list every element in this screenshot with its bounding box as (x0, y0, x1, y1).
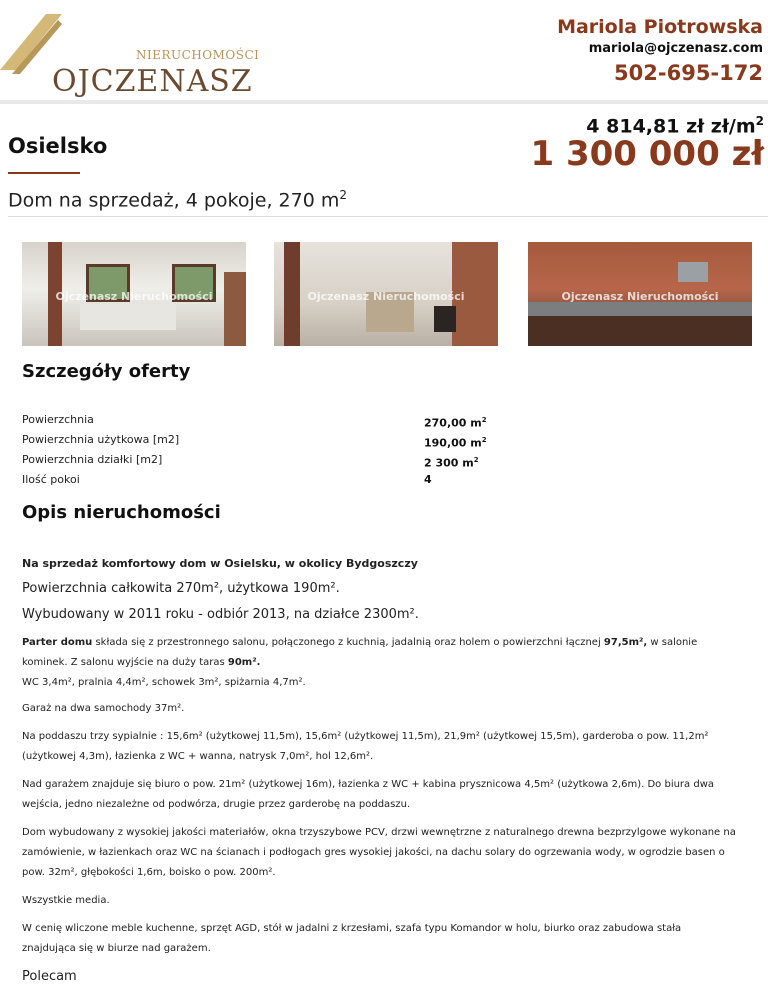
ground-floor-area: 97,5m², (603, 637, 648, 648)
detail-value: 270,00 $m^2$ (424, 416, 487, 430)
description-closing: Polecam (22, 969, 77, 984)
detail-row (22, 430, 752, 450)
agent-email[interactable]: mariola@ojczenasz.com (588, 41, 763, 56)
price-per-m2-value: 4 814,81 zł zł/m (586, 115, 756, 138)
photo-dining-room[interactable] (22, 242, 246, 346)
price-per-m2: 4 814,81 zł $zł/m^2$ (586, 114, 764, 138)
description-office: Nad garażem znajduje się biuro o pow. 21m² (użytkowej 16m), łazienka z WC + kabina prysznicowa 4,5m² (użytkowa 2,6m). Do biura dwa (22, 779, 715, 790)
description-build: Dom wybudowany z wysokiej jakości materiałów, okna trzyszybowe PCV, drzwi wewnętrzne z naturalnego drewna bezprzylgowe wykonane na (22, 827, 736, 838)
listing-price: 1 300 000 zł (530, 134, 764, 174)
description-ground-floor-2 (22, 653, 752, 673)
description-attic-2: (użytkowej 4,3m), łazienka z WC + wanna, natrysk 7,0m², hol 12,6m². (22, 751, 374, 762)
description-ground-floor (22, 633, 752, 653)
city-underline (8, 172, 80, 174)
description-attic: Na poddaszu trzy sypialnie : 15,6m² (użytkowej 11,5m), 15,6m² (użytkowej 11,5m), 21,9m² (użytkowej 15,5m), garderoba o pow. 11,2m² (22, 731, 709, 742)
detail-value-text: 2 300 m (424, 456, 474, 470)
terrace-text: kominek. Z salonu wyjście na duży taras (22, 657, 228, 668)
detail-value-text: 190,00 m (424, 436, 482, 450)
ground-floor-text: składa się z przestronnego salonu, połączonego z kuchnią, jadalnią oraz holem o powierzchni łącznej (92, 637, 604, 648)
description-built: Wybudowany w 2011 roku - odbiór 2013, na działce 2300m². (22, 607, 419, 622)
listing-city: Osielsko (8, 134, 108, 158)
detail-row (22, 450, 752, 470)
description-lead: Na sprzedaż komfortowy dom w Osielsku, w okolicy Bydgoszczy (22, 557, 418, 570)
detail-value: 4 (424, 473, 432, 486)
detail-row (22, 410, 752, 430)
agent-contact (557, 14, 763, 88)
description-included-2: znajdująca się w biurze nad garażem. (22, 943, 211, 954)
detail-row (22, 470, 752, 490)
detail-value: 190,00 $m^2$ (424, 436, 487, 450)
section-divider (8, 216, 768, 217)
photo-gallery (22, 242, 752, 346)
logo-subtitle: NIERUCHOMOŚCI (136, 48, 260, 62)
description-media: Wszystkie media. (22, 895, 110, 906)
description-build-2: zamówienie, w łazienkach oraz WC na ścianach i podłogach gres wysokiej jakości, na dachu solary do ogrzewania wody, w ogrodzie basen o (22, 847, 725, 858)
header-divider (0, 100, 768, 104)
detail-label: Powierzchnia działki [m2] (22, 453, 163, 466)
photo-watermark: Ojczenasz Nieruchomości (55, 290, 213, 303)
listing-headline-text: Dom na sprzedaż, 4 pokoje, 270 m (8, 189, 340, 212)
description-area: Powierzchnia całkowita 270m², użytkowa 190m². (22, 581, 340, 596)
description-body (22, 555, 752, 987)
description-build-3: pow. 32m², głębokości 1,6m, boisko o pow. 200m². (22, 867, 276, 878)
offer-details-title: Szczegóły oferty (22, 361, 191, 382)
description-garage: Garaż na dwa samochody 37m². (22, 703, 185, 714)
logo-title: OJCZENASZ (52, 64, 253, 99)
detail-label: Ilość pokoi (22, 473, 80, 486)
agent-name: Mariola Piotrowska (557, 16, 763, 38)
description-wc: WC 3,4m², pralnia 4,4m², schowek 3m², spiżarnia 4,7m². (22, 677, 306, 688)
description-included: W cenię wliczone meble kuchenne, sprzęt AGD, stół w jadalni z krzesłami, szafa typu Komandor w holu, biurko oraz zabudowa stała (22, 923, 682, 934)
ground-floor-label: Parter domu (22, 637, 93, 648)
photo-kitchen[interactable] (528, 242, 752, 346)
company-logo (0, 14, 260, 99)
photo-watermark: Ojczenasz Nieruchomości (561, 290, 719, 303)
ground-floor-text-2: w salonie (647, 637, 698, 648)
detail-label: Powierzchnia (22, 413, 94, 426)
listing-headline: Dom na sprzedaż, 4 pokoje, 270 $m^2$ (8, 188, 347, 212)
terrace-area: 90m². (227, 657, 261, 668)
photo-watermark: Ojczenasz Nieruchomości (307, 290, 465, 303)
description-office-2: wejścia, jedno niezależne od podwórza, drugie przez garderobę na poddaszu. (22, 799, 411, 810)
offer-details-table (22, 410, 752, 490)
photo-living-room[interactable] (274, 242, 498, 346)
detail-value-text: 270,00 m (424, 416, 482, 430)
description-title: Opis nieruchomości (22, 502, 221, 523)
detail-value: 2 300 $m^2$ (424, 456, 479, 470)
agent-phone[interactable]: 502-695-172 (614, 61, 763, 85)
detail-label: Powierzchnia użytkowa [m2] (22, 433, 180, 446)
